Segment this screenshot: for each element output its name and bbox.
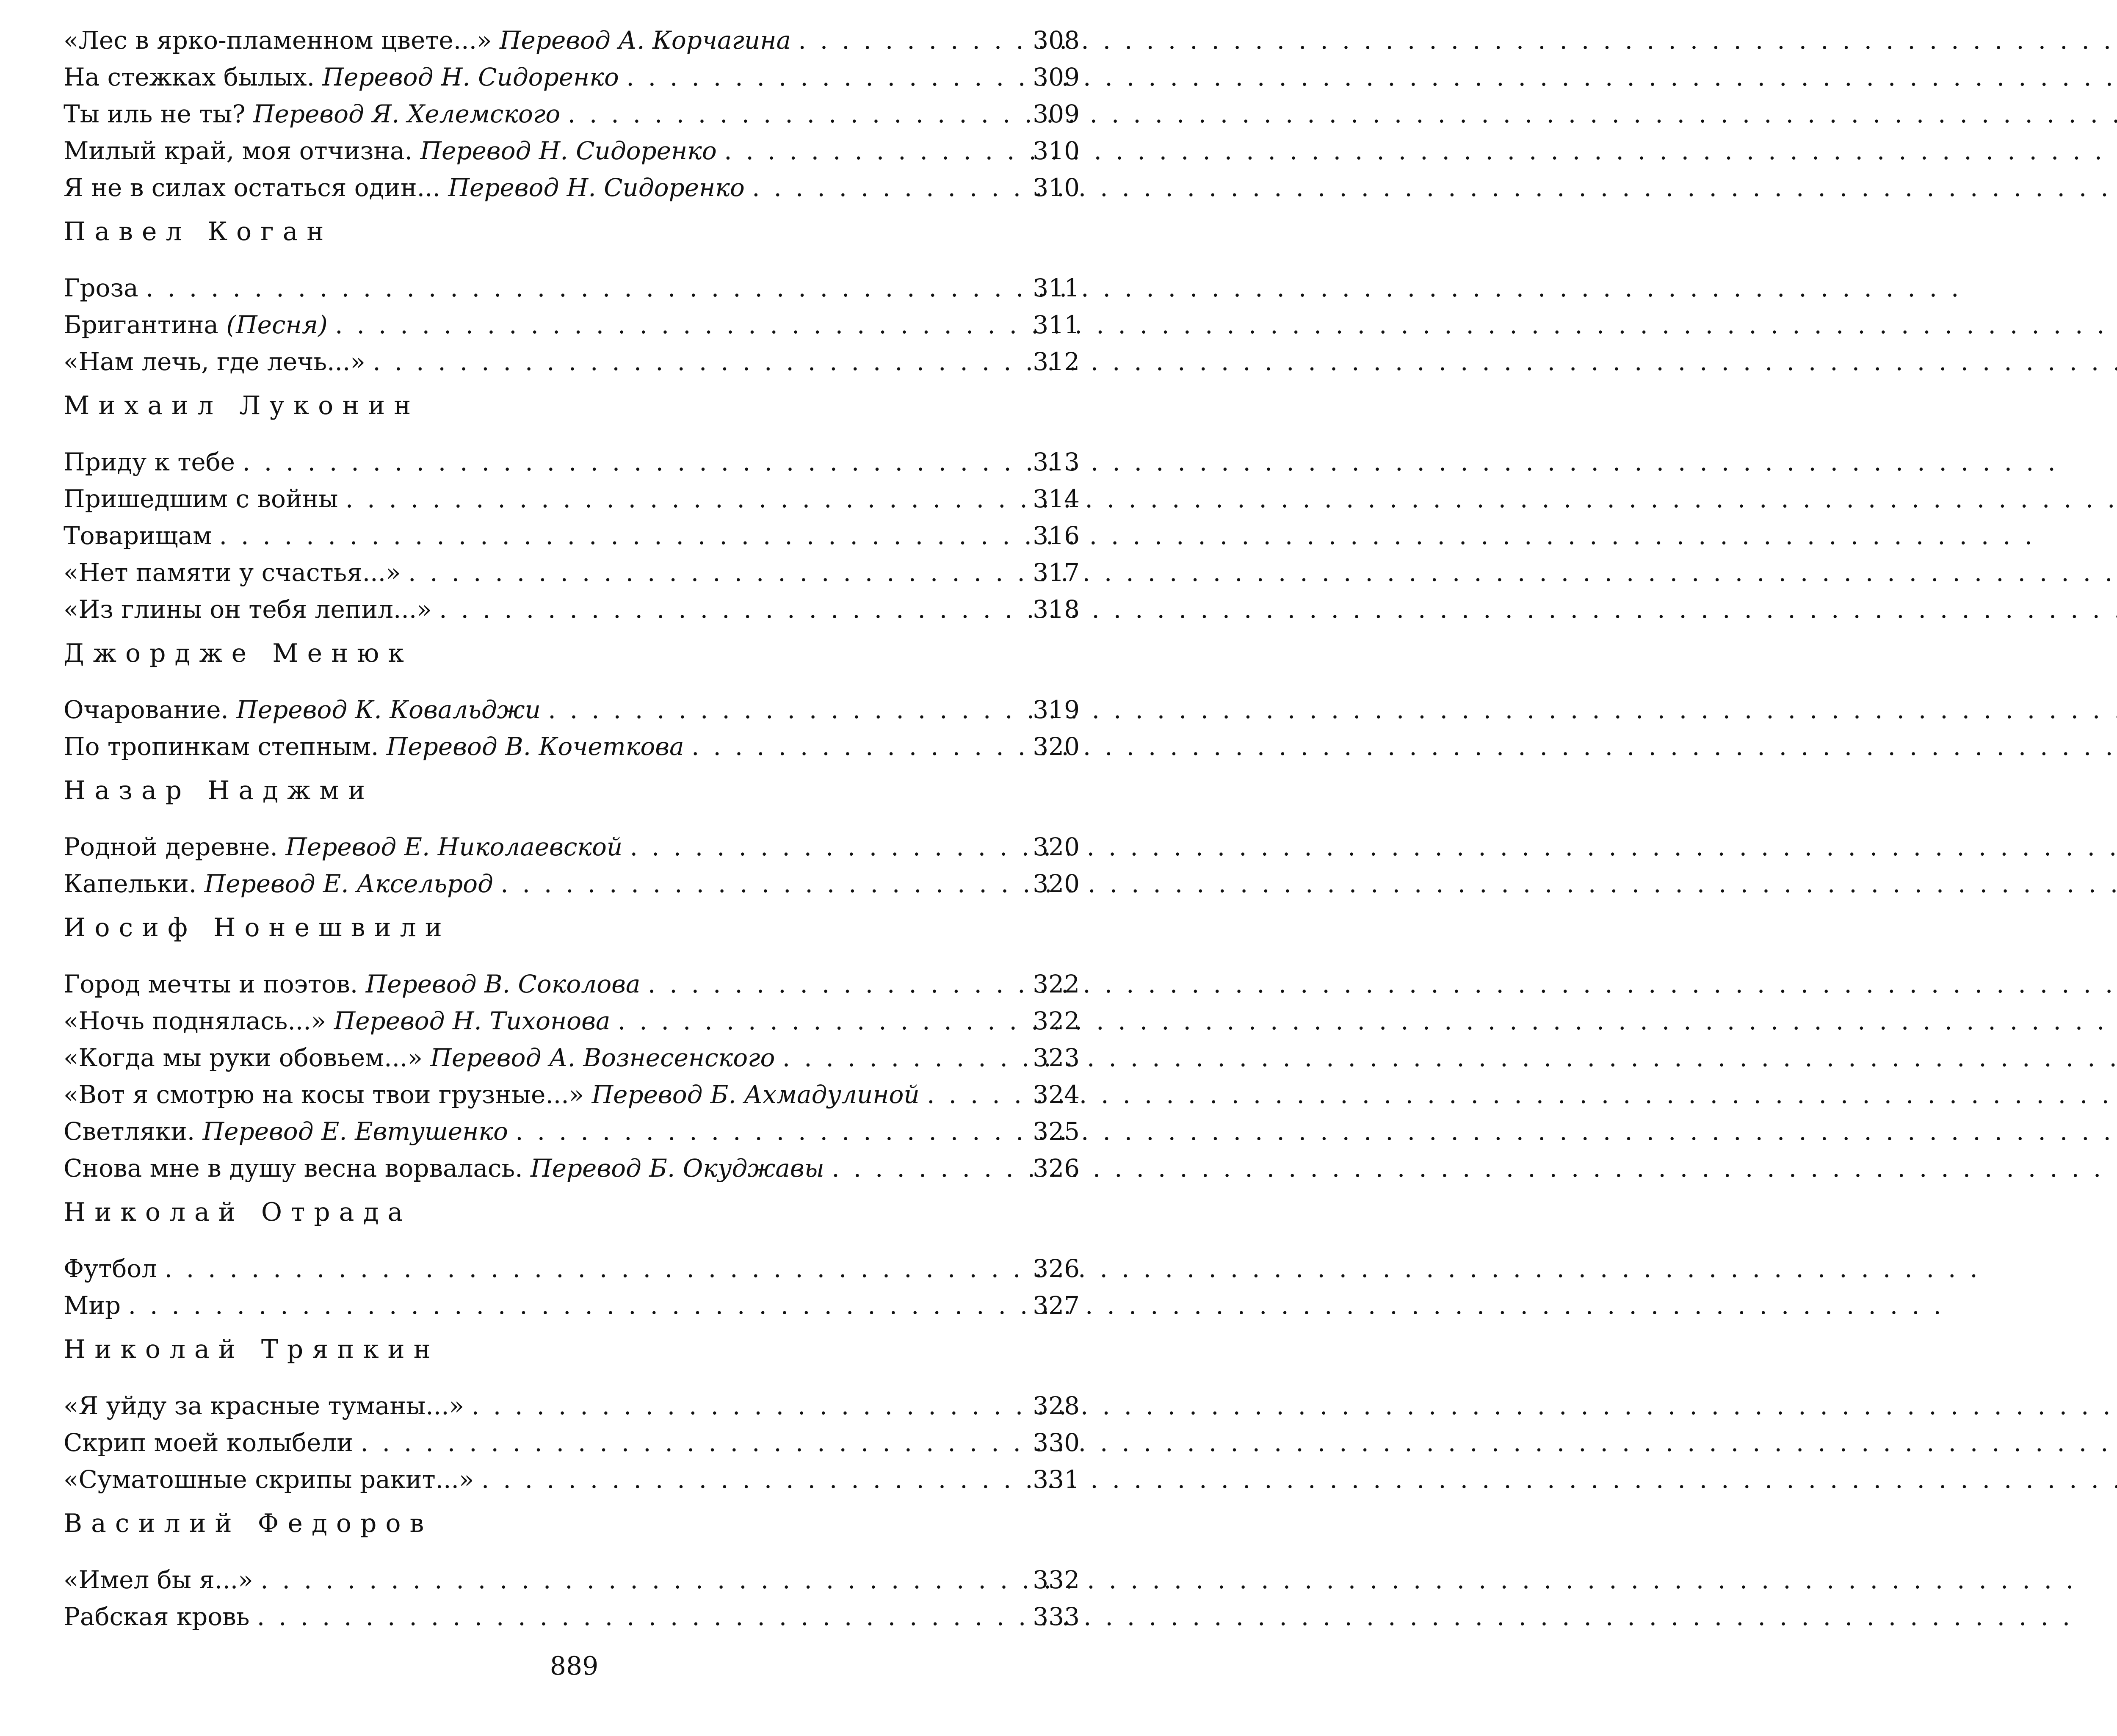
entry-title-group	[64, 829, 622, 865]
author-heading: Павел Коган	[64, 217, 333, 246]
dot-leader	[541, 691, 1014, 728]
dot-leader	[253, 1562, 1014, 1598]
toc-section	[64, 206, 1080, 380]
toc-entry	[64, 22, 1080, 59]
entry-title: Мир	[64, 1291, 121, 1320]
entry-title-group	[64, 1150, 824, 1187]
dot-leader	[157, 1250, 1014, 1287]
entry-title: Очарование.	[64, 695, 229, 724]
toc-section	[64, 765, 1080, 902]
entry-title: «Лес в ярко-пламенном цвете...»	[64, 26, 492, 55]
entry-title: Товарищам	[64, 521, 212, 550]
toc-entry	[64, 343, 1080, 380]
dot-leader	[610, 1003, 1014, 1039]
toc-entry	[64, 1287, 1080, 1324]
dot-leader	[474, 1461, 1014, 1498]
entry-page-number: 316	[1033, 521, 1080, 550]
entry-translator: Перевод Е. Аксельрод	[204, 869, 493, 898]
dot-leader	[622, 829, 1014, 865]
entry-page-number: 330	[1033, 1428, 1080, 1457]
toc-entry	[64, 270, 1080, 307]
toc-entry	[64, 1250, 1080, 1287]
author-heading: Назар Наджми	[64, 776, 374, 805]
dot-leader	[560, 96, 1014, 133]
entry-title-group	[64, 270, 138, 307]
entry-title: «Когда мы руки обовьем...»	[64, 1043, 423, 1072]
entry-title: Родной деревне.	[64, 832, 278, 861]
author-heading: Иосиф Нонешвили	[64, 913, 451, 943]
toc-entry	[64, 1150, 1080, 1187]
entry-title: Пришедшим с войны	[64, 484, 338, 513]
entry-page-number: 325	[1033, 1117, 1080, 1146]
entry-page-number: 324	[1033, 1080, 1080, 1109]
toc-section	[64, 380, 1080, 628]
entry-translator: Перевод А. Вознесенского	[430, 1043, 775, 1072]
toc-entry	[64, 1388, 1080, 1424]
toc-entry	[64, 865, 1080, 902]
entry-title-group	[64, 343, 365, 380]
dot-leader	[353, 1424, 1014, 1461]
entry-translator: Перевод К. Ковальджи	[236, 695, 541, 724]
entry-title-group	[64, 517, 212, 554]
entry-page-number: 310	[1033, 136, 1080, 165]
entry-page-number: 311	[1033, 274, 1080, 302]
dot-leader	[640, 966, 1014, 1003]
entry-page-number: 320	[1033, 832, 1080, 861]
entry-title: Скрип моей колыбели	[64, 1428, 353, 1457]
dot-leader	[684, 728, 1014, 765]
entry-translator: Перевод В. Соколова	[365, 970, 641, 998]
toc-entry	[64, 481, 1080, 517]
entry-title-group	[64, 1598, 249, 1635]
dot-leader	[432, 591, 1014, 628]
toc-section	[64, 1324, 1080, 1498]
dot-leader	[328, 307, 1014, 343]
dot-leader	[121, 1287, 1014, 1324]
toc-entry	[64, 691, 1080, 728]
entry-title: Город мечты и поэтов.	[64, 970, 358, 998]
entry-title: «Нам лечь, где лечь...»	[64, 347, 365, 376]
toc-entry	[64, 59, 1080, 96]
dot-leader	[745, 169, 1014, 206]
entry-title-group	[64, 444, 235, 481]
toc-entry	[64, 591, 1080, 628]
entry-translator: Перевод Я. Хелемского	[253, 100, 561, 128]
toc-section	[64, 902, 1080, 1187]
entry-title: Приду к тебе	[64, 448, 235, 476]
toc-entry	[64, 1461, 1080, 1498]
dot-leader	[401, 554, 1014, 591]
entry-title: Ты иль не ты?	[64, 100, 246, 128]
dot-leader	[619, 59, 1014, 96]
dot-leader	[775, 1039, 1014, 1076]
entry-title: «Я уйду за красные туманы...»	[64, 1391, 464, 1420]
toc-entry	[64, 133, 1080, 169]
entry-page-number: 332	[1033, 1565, 1080, 1594]
entry-page-number: 333	[1033, 1602, 1080, 1631]
entry-translator: Перевод Н. Сидоренко	[420, 136, 717, 165]
entry-title-group	[64, 1388, 464, 1424]
dot-leader	[791, 22, 1014, 59]
entry-title-group	[64, 59, 619, 96]
dot-leader	[338, 481, 1014, 517]
entry-title: Светляки.	[64, 1117, 195, 1146]
entry-title-group	[64, 96, 560, 133]
entry-title: Капельки.	[64, 869, 197, 898]
entry-title-group	[64, 1113, 508, 1150]
toc-entry	[64, 307, 1080, 343]
entry-page-number: 322	[1033, 1006, 1080, 1035]
entry-title: Снова мне в душу весна ворвалась.	[64, 1154, 523, 1183]
table-of-contents	[64, 22, 1080, 1635]
dot-leader	[138, 270, 1014, 307]
dot-leader	[464, 1388, 1014, 1424]
dot-leader	[824, 1150, 1014, 1187]
entry-page-number: 311	[1033, 310, 1080, 339]
entry-page-number: 320	[1033, 732, 1080, 761]
toc-entry	[64, 169, 1080, 206]
entry-title-group	[64, 1039, 775, 1076]
entry-title-group	[64, 1003, 610, 1039]
entry-title-group	[64, 1424, 353, 1461]
dot-leader	[365, 343, 1014, 380]
entry-page-number: 308	[1033, 26, 1080, 55]
entry-translator: (Песня)	[226, 310, 328, 339]
entry-title-group	[64, 728, 684, 765]
toc-entry	[64, 554, 1080, 591]
entry-translator: Перевод Б. Окуджавы	[531, 1154, 824, 1183]
entry-page-number: 327	[1033, 1291, 1080, 1320]
entry-translator: Перевод В. Кочеткова	[386, 732, 684, 761]
toc-entry	[64, 1039, 1080, 1076]
entry-title-group	[64, 169, 745, 206]
entry-title-group	[64, 1461, 474, 1498]
entry-title: «Нет памяти у счастья...»	[64, 558, 401, 587]
entry-page-number: 331	[1033, 1465, 1080, 1494]
entry-page-number: 313	[1033, 448, 1080, 476]
entry-title-group	[64, 591, 432, 628]
dot-leader	[920, 1076, 1014, 1113]
entry-title: По тропинкам степным.	[64, 732, 379, 761]
entry-page-number: 309	[1033, 100, 1080, 128]
toc-entry	[64, 96, 1080, 133]
entry-title: «Имел бы я...»	[64, 1565, 253, 1594]
page-number-footer: 889	[550, 1651, 599, 1681]
toc-entry	[64, 517, 1080, 554]
entry-title-group	[64, 554, 401, 591]
entry-title: «Из глины он тебя лепил...»	[64, 595, 432, 624]
entry-page-number: 318	[1033, 595, 1080, 624]
entry-title: Бригантина	[64, 310, 219, 339]
entry-translator: Перевод Н. Сидоренко	[322, 63, 619, 91]
toc-section	[64, 1187, 1080, 1324]
toc-entry	[64, 1562, 1080, 1598]
entry-page-number: 314	[1033, 484, 1080, 513]
entry-page-number: 309	[1033, 63, 1080, 91]
entry-title-group	[64, 307, 328, 343]
author-heading: Николай Отрада	[64, 1197, 412, 1227]
author-heading: Николай Тряпкин	[64, 1335, 439, 1364]
author-heading: Василий Федоров	[64, 1509, 433, 1538]
entry-title-group	[64, 966, 640, 1003]
entry-title-group	[64, 1076, 920, 1113]
entry-page-number: 310	[1033, 173, 1080, 202]
entry-title-group	[64, 691, 541, 728]
author-heading: Джордже Менюк	[64, 639, 413, 668]
entry-title: «Суматошные скрипы ракит...»	[64, 1465, 474, 1494]
entry-title: На стежках былых.	[64, 63, 315, 91]
entry-translator: Перевод Е. Евтушенко	[202, 1117, 508, 1146]
entry-title: «Ночь поднялась...»	[64, 1006, 326, 1035]
entry-title-group	[64, 1287, 121, 1324]
toc-section	[64, 628, 1080, 765]
entry-title-group	[64, 481, 338, 517]
entry-title: «Вот я смотрю на косы твои грузные...»	[64, 1080, 584, 1109]
dot-leader	[493, 865, 1014, 902]
entry-page-number: 328	[1033, 1391, 1080, 1420]
entry-title-group	[64, 133, 717, 169]
entry-translator: Перевод Б. Ахмадулиной	[591, 1080, 920, 1109]
entry-page-number: 326	[1033, 1254, 1080, 1283]
dot-leader	[508, 1113, 1014, 1150]
entry-page-number: 317	[1033, 558, 1080, 587]
entry-page-number: 319	[1033, 695, 1080, 724]
entry-title-group	[64, 1250, 157, 1287]
toc-entry	[64, 1424, 1080, 1461]
entry-page-number: 320	[1033, 869, 1080, 898]
toc-entry	[64, 1113, 1080, 1150]
entry-page-number: 326	[1033, 1154, 1080, 1183]
entry-title-group	[64, 1562, 253, 1598]
entry-title: Милый край, моя отчизна.	[64, 136, 413, 165]
toc-section	[64, 1498, 1080, 1635]
entry-page-number: 322	[1033, 970, 1080, 998]
author-heading: Михаил Луконин	[64, 391, 420, 420]
dot-leader	[717, 133, 1014, 169]
toc-entry	[64, 1003, 1080, 1039]
toc-entry	[64, 728, 1080, 765]
entry-title-group	[64, 22, 791, 59]
toc-entry	[64, 829, 1080, 865]
entry-translator: Перевод Н. Тихонова	[334, 1006, 611, 1035]
toc-entry	[64, 1598, 1080, 1635]
entry-page-number: 312	[1033, 347, 1080, 376]
toc-entry	[64, 966, 1080, 1003]
toc-section	[64, 22, 1080, 206]
toc-entry	[64, 444, 1080, 481]
entry-translator: Перевод Н. Сидоренко	[448, 173, 745, 202]
dot-leader	[235, 444, 1014, 481]
entry-title: Футбол	[64, 1254, 158, 1283]
entry-page-number: 323	[1033, 1043, 1080, 1072]
entry-title-group	[64, 865, 493, 902]
dot-leader	[212, 517, 1014, 554]
dot-leader	[249, 1598, 1014, 1635]
entry-title: Я не в силах остаться один...	[64, 173, 440, 202]
entry-translator: Перевод А. Корчагина	[499, 26, 791, 55]
toc-entry	[64, 1076, 1080, 1113]
entry-translator: Перевод Е. Николаевской	[285, 832, 623, 861]
entry-title: Рабская кровь	[64, 1602, 250, 1631]
entry-title: Гроза	[64, 274, 138, 302]
